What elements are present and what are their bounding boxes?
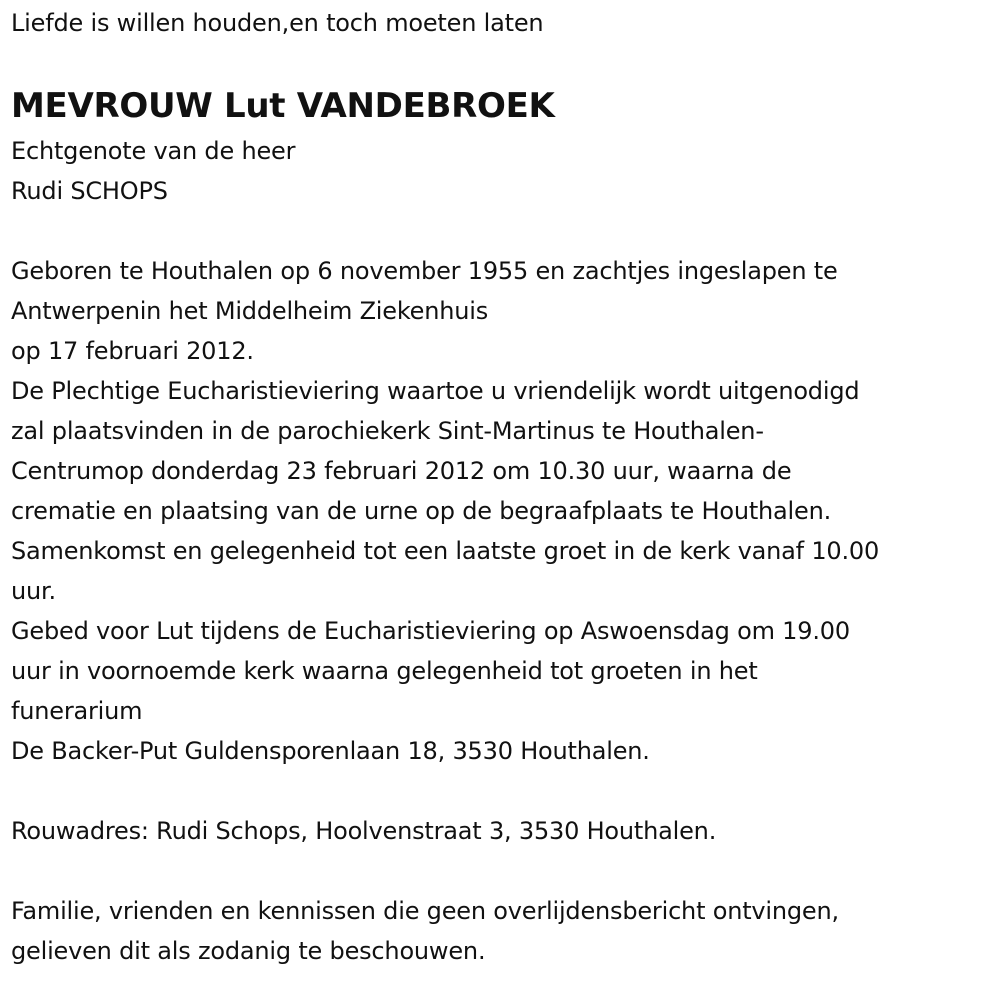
closing-line: gelieven dit als zodanig te beschouwen. [11,937,486,965]
body-line: uur. [11,577,56,605]
relation-line-2: Rudi SCHOPS [11,177,168,205]
mourning-address: Rouwadres: Rudi Schops, Hoolvenstraat 3, 3530 Houthalen. [11,817,717,845]
body-line: crematie en plaatsing van de urne op de begraafplaats te Houthalen. [11,497,832,525]
deceased-name: MEVROUW Lut VANDEBROEK [11,86,555,126]
body-line: Centrumop donderdag 23 februari 2012 om 10.30 uur, waarna de [11,457,792,485]
spacer [11,771,996,811]
body-line: Geboren te Houthalen op 6 november 1955 en zachtjes ingeslapen te [11,257,838,285]
announcement-body [11,251,996,771]
body-line: De Plechtige Eucharistieviering waartoe u vriendelijk wordt uitgenodigd [11,377,860,405]
body-line: Samenkomst en gelegenheid tot een laatste groet in de kerk vanaf 10.00 [11,537,880,565]
body-line: op 17 februari 2012. [11,337,254,365]
body-line: funerarium [11,697,143,725]
body-line: Gebed voor Lut tijdens de Eucharistieviering op Aswoensdag om 19.00 [11,617,850,645]
body-line: zal plaatsvinden in de parochiekerk Sint-Martinus te Houthalen- [11,417,764,445]
motto: Liefde is willen houden,en toch moeten laten [11,9,544,37]
closing-note [11,891,996,971]
closing-line: Familie, vrienden en kennissen die geen overlijdensbericht ontvingen, [11,897,839,925]
relation-line-1: Echtgenote van de heer [11,137,296,165]
body-line: uur in voornoemde kerk waarna gelegenheid tot groeten in het [11,657,758,685]
spacer [11,851,996,891]
body-line: De Backer-Put Guldensporenlaan 18, 3530 Houthalen. [11,737,650,765]
body-line: Antwerpenin het Middelheim Ziekenhuis [11,297,489,325]
obituary-notice [11,3,996,971]
spacer [11,211,996,251]
